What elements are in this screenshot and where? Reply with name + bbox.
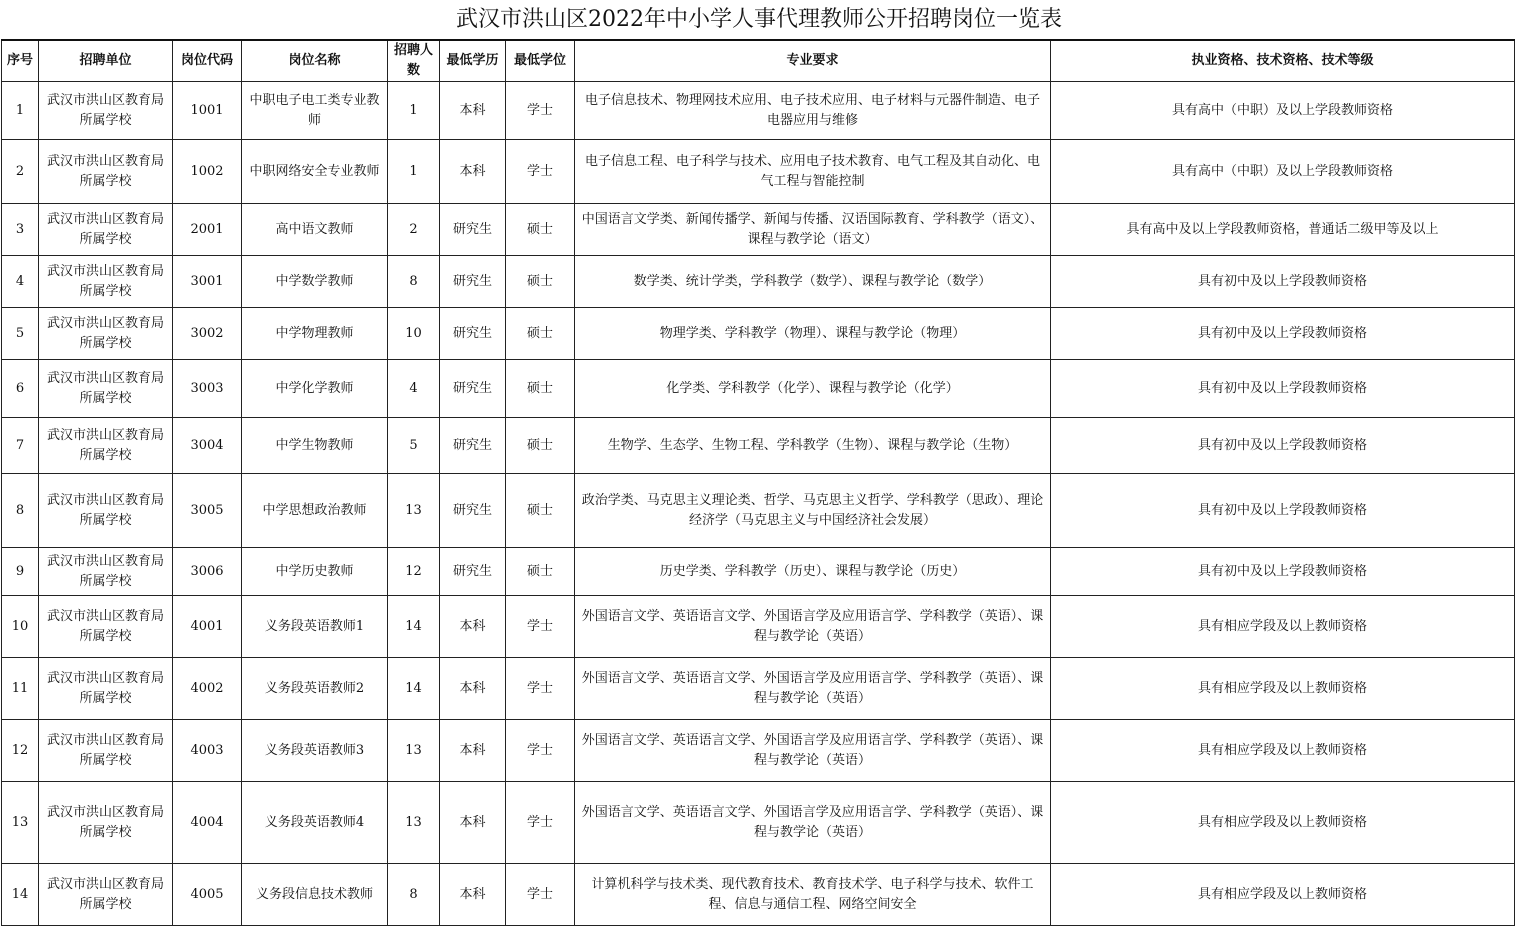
cell-post: 义务段英语教师3 (242, 720, 388, 782)
cell-edu: 研究生 (440, 204, 506, 256)
header-row (2, 40, 1515, 82)
cell-edu: 本科 (440, 782, 506, 864)
cell-no: 13 (2, 782, 39, 864)
cell-degree: 学士 (506, 720, 575, 782)
cell-qual: 具有相应学段及以上教师资格 (1051, 720, 1515, 782)
cell-edu: 本科 (440, 720, 506, 782)
cell-unit: 武汉市洪山区教育局所属学校 (39, 360, 173, 418)
cell-code: 1002 (173, 140, 242, 204)
cell-edu: 本科 (440, 82, 506, 140)
page-title: 武汉市洪山区2022年中小学人事代理教师公开招聘岗位一览表 (456, 7, 1062, 32)
cell-code: 2001 (173, 204, 242, 256)
cell-qual: 具有初中及以上学段教师资格 (1051, 256, 1515, 308)
cell-qual: 具有初中及以上学段教师资格 (1051, 418, 1515, 474)
cell-major: 中国语言文学类、新闻传播学、新闻与传播、汉语国际教育、学科教学（语文）、课程与教学论（语文） (575, 204, 1051, 256)
cell-qual: 具有初中及以上学段教师资格 (1051, 308, 1515, 360)
cell-major: 计算机科学与技术类、现代教育技术、教育技术学、电子科学与技术、软件工程、信息与通信工程、网络空间安全 (575, 864, 1051, 926)
cell-edu: 研究生 (440, 308, 506, 360)
cell-unit: 武汉市洪山区教育局所属学校 (39, 548, 173, 596)
cell-unit: 武汉市洪山区教育局所属学校 (39, 418, 173, 474)
table-row (2, 864, 1515, 926)
cell-no: 8 (2, 474, 39, 548)
cell-qual: 具有初中及以上学段教师资格 (1051, 548, 1515, 596)
cell-code: 4004 (173, 782, 242, 864)
cell-degree: 硕士 (506, 360, 575, 418)
cell-post: 义务段信息技术教师 (242, 864, 388, 926)
cell-degree: 硕士 (506, 308, 575, 360)
cell-degree: 硕士 (506, 204, 575, 256)
cell-count: 2 (388, 204, 440, 256)
cell-count: 4 (388, 360, 440, 418)
cell-unit: 武汉市洪山区教育局所属学校 (39, 596, 173, 658)
cell-major: 物理学类、学科教学（物理）、课程与教学论（物理） (575, 308, 1051, 360)
cell-major: 外国语言文学、英语语言文学、外国语言学及应用语言学、学科教学（英语）、课程与教学论（英语） (575, 596, 1051, 658)
cell-no: 5 (2, 308, 39, 360)
cell-major: 电子信息工程、电子科学与技术、应用电子技术教育、电气工程及其自动化、电气工程与智能控制 (575, 140, 1051, 204)
cell-count: 1 (388, 82, 440, 140)
cell-qual: 具有相应学段及以上教师资格 (1051, 596, 1515, 658)
cell-count: 5 (388, 418, 440, 474)
header-cell-edu: 最低学历 (440, 40, 506, 82)
header-cell-no: 序号 (2, 40, 39, 82)
cell-count: 12 (388, 548, 440, 596)
cell-code: 3004 (173, 418, 242, 474)
cell-count: 13 (388, 720, 440, 782)
cell-degree: 硕士 (506, 418, 575, 474)
cell-count: 8 (388, 256, 440, 308)
cell-post: 义务段英语教师4 (242, 782, 388, 864)
cell-qual: 具有相应学段及以上教师资格 (1051, 782, 1515, 864)
cell-degree: 学士 (506, 782, 575, 864)
cell-qual: 具有初中及以上学段教师资格 (1051, 360, 1515, 418)
cell-count: 13 (388, 474, 440, 548)
table-row (2, 720, 1515, 782)
cell-code: 3001 (173, 256, 242, 308)
cell-count: 8 (388, 864, 440, 926)
cell-code: 3006 (173, 548, 242, 596)
header-cell-degree: 最低学位 (506, 40, 575, 82)
cell-post: 中学物理教师 (242, 308, 388, 360)
cell-degree: 学士 (506, 82, 575, 140)
cell-qual: 具有相应学段及以上教师资格 (1051, 864, 1515, 926)
cell-major: 外国语言文学、英语语言文学、外国语言学及应用语言学、学科教学（英语）、课程与教学论（英语） (575, 720, 1051, 782)
cell-code: 4001 (173, 596, 242, 658)
cell-edu: 研究生 (440, 548, 506, 596)
table-row (2, 140, 1515, 204)
cell-count: 13 (388, 782, 440, 864)
cell-qual: 具有高中及以上学段教师资格，普通话二级甲等及以上 (1051, 204, 1515, 256)
header-cell-unit: 招聘单位 (39, 40, 173, 82)
cell-count: 14 (388, 596, 440, 658)
cell-count: 14 (388, 658, 440, 720)
cell-code: 4005 (173, 864, 242, 926)
cell-post: 中学数学教师 (242, 256, 388, 308)
cell-qual: 具有高中（中职）及以上学段教师资格 (1051, 140, 1515, 204)
table-row (2, 782, 1515, 864)
cell-post: 义务段英语教师1 (242, 596, 388, 658)
cell-degree: 学士 (506, 864, 575, 926)
cell-unit: 武汉市洪山区教育局所属学校 (39, 658, 173, 720)
table-row (2, 658, 1515, 720)
cell-post: 中学历史教师 (242, 548, 388, 596)
cell-no: 3 (2, 204, 39, 256)
cell-post: 中职网络安全专业教师 (242, 140, 388, 204)
cell-code: 1001 (173, 82, 242, 140)
cell-degree: 学士 (506, 658, 575, 720)
header-cell-code: 岗位代码 (173, 40, 242, 82)
cell-no: 10 (2, 596, 39, 658)
table-row (2, 596, 1515, 658)
cell-code: 3005 (173, 474, 242, 548)
cell-major: 外国语言文学、英语语言文学、外国语言学及应用语言学、学科教学（英语）、课程与教学论（英语） (575, 782, 1051, 864)
cell-edu: 本科 (440, 140, 506, 204)
cell-unit: 武汉市洪山区教育局所属学校 (39, 308, 173, 360)
cell-post: 中学化学教师 (242, 360, 388, 418)
cell-no: 2 (2, 140, 39, 204)
cell-post: 中学思想政治教师 (242, 474, 388, 548)
cell-degree: 硕士 (506, 548, 575, 596)
cell-no: 1 (2, 82, 39, 140)
cell-edu: 本科 (440, 658, 506, 720)
cell-unit: 武汉市洪山区教育局所属学校 (39, 720, 173, 782)
cell-qual: 具有相应学段及以上教师资格 (1051, 658, 1515, 720)
table-row (2, 474, 1515, 548)
cell-no: 6 (2, 360, 39, 418)
cell-unit: 武汉市洪山区教育局所属学校 (39, 256, 173, 308)
cell-no: 11 (2, 658, 39, 720)
cell-edu: 研究生 (440, 256, 506, 308)
cell-edu: 本科 (440, 596, 506, 658)
cell-edu: 研究生 (440, 418, 506, 474)
table-row (2, 308, 1515, 360)
cell-no: 7 (2, 418, 39, 474)
cell-unit: 武汉市洪山区教育局所属学校 (39, 864, 173, 926)
cell-unit: 武汉市洪山区教育局所属学校 (39, 474, 173, 548)
cell-code: 3002 (173, 308, 242, 360)
cell-edu: 本科 (440, 864, 506, 926)
header-cell-major: 专业要求 (575, 40, 1051, 82)
cell-unit: 武汉市洪山区教育局所属学校 (39, 140, 173, 204)
cell-edu: 研究生 (440, 474, 506, 548)
table-row (2, 360, 1515, 418)
cell-major: 电子信息技术、物理网技术应用、电子技术应用、电子材料与元器件制造、电子电器应用与维修 (575, 82, 1051, 140)
cell-major: 政治学类、马克思主义理论类、哲学、马克思主义哲学、学科教学（思政）、理论经济学（马克思主义与中国经济社会发展） (575, 474, 1051, 548)
cell-unit: 武汉市洪山区教育局所属学校 (39, 782, 173, 864)
cell-unit: 武汉市洪山区教育局所属学校 (39, 204, 173, 256)
cell-degree: 硕士 (506, 474, 575, 548)
cell-count: 1 (388, 140, 440, 204)
cell-major: 化学类、学科教学（化学）、课程与教学论（化学） (575, 360, 1051, 418)
cell-degree: 学士 (506, 596, 575, 658)
recruitment-table (1, 39, 1515, 926)
cell-qual: 具有初中及以上学段教师资格 (1051, 474, 1515, 548)
cell-qual: 具有高中（中职）及以上学段教师资格 (1051, 82, 1515, 140)
cell-post: 义务段英语教师2 (242, 658, 388, 720)
cell-no: 12 (2, 720, 39, 782)
cell-count: 10 (388, 308, 440, 360)
cell-major: 生物学、生态学、生物工程、学科教学（生物）、课程与教学论（生物） (575, 418, 1051, 474)
table-row (2, 418, 1515, 474)
cell-code: 4003 (173, 720, 242, 782)
cell-major: 数学类、统计学类，学科教学（数学）、课程与教学论（数学） (575, 256, 1051, 308)
cell-no: 9 (2, 548, 39, 596)
cell-code: 3003 (173, 360, 242, 418)
cell-unit: 武汉市洪山区教育局所属学校 (39, 82, 173, 140)
cell-code: 4002 (173, 658, 242, 720)
header-cell-post: 岗位名称 (242, 40, 388, 82)
cell-post: 高中语文教师 (242, 204, 388, 256)
table-row (2, 256, 1515, 308)
header-cell-count: 招聘人数 (388, 40, 440, 82)
cell-edu: 研究生 (440, 360, 506, 418)
table-row (2, 82, 1515, 140)
cell-major: 外国语言文学、英语语言文学、外国语言学及应用语言学、学科教学（英语）、课程与教学论（英语） (575, 658, 1051, 720)
cell-post: 中职电子电工类专业教师 (242, 82, 388, 140)
cell-degree: 学士 (506, 140, 575, 204)
table-row (2, 548, 1515, 596)
table-row (2, 204, 1515, 256)
cell-degree: 硕士 (506, 256, 575, 308)
cell-no: 4 (2, 256, 39, 308)
cell-post: 中学生物教师 (242, 418, 388, 474)
cell-no: 14 (2, 864, 39, 926)
header-cell-qual: 执业资格、技术资格、技术等级 (1051, 40, 1515, 82)
cell-major: 历史学类、学科教学（历史）、课程与教学论（历史） (575, 548, 1051, 596)
